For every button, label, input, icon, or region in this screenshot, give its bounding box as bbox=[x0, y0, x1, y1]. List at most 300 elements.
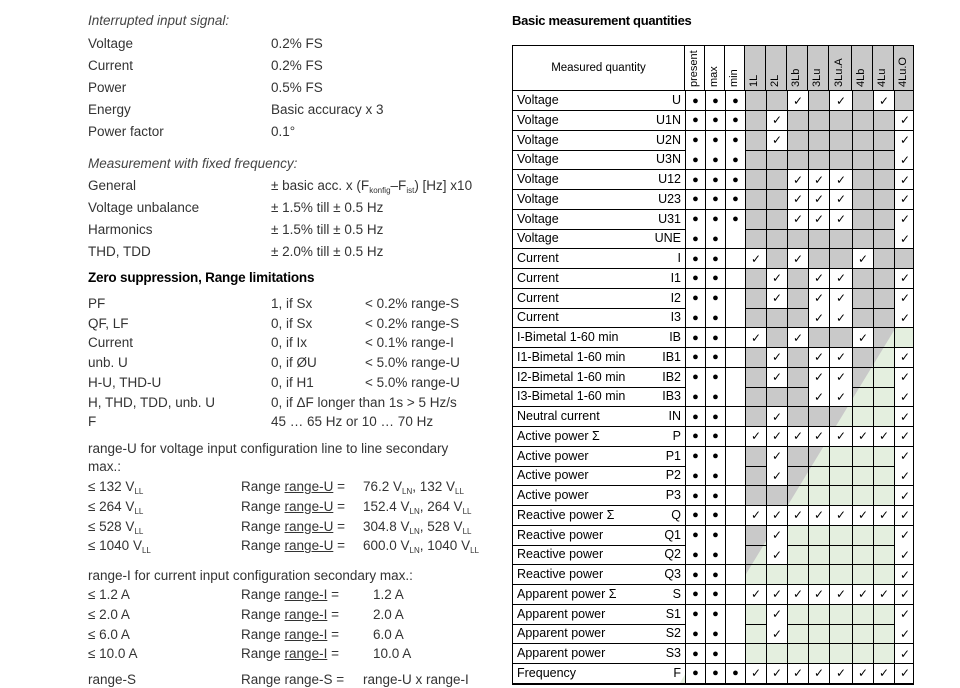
rangeU-secondary: ≤ 528 $V_{LL}$ bbox=[88, 518, 144, 536]
present-dot: ● bbox=[685, 328, 705, 347]
spec-value: ± 2.0% till ± 0.5 Hz bbox=[271, 244, 384, 259]
rangeU-label: Range range-U = bbox=[241, 498, 345, 514]
check-mark: ✓ bbox=[894, 565, 914, 584]
empty-cell bbox=[852, 111, 873, 130]
check-mark: ✓ bbox=[894, 664, 914, 683]
rangeU-label: Range range-U = bbox=[241, 518, 345, 534]
rangeI-secondary: ≤ 6.0 A bbox=[88, 626, 130, 642]
spec-label: Energy bbox=[88, 102, 131, 117]
empty-cell bbox=[808, 249, 829, 268]
quantity-symbol: S1 bbox=[665, 606, 681, 621]
present-dot: ● bbox=[705, 664, 725, 683]
present-dot: ● bbox=[685, 624, 705, 643]
rangeU-secondary: ≤ 1040 $V_{LL}$ bbox=[88, 538, 151, 556]
spec-value: 0.2% FS bbox=[271, 36, 323, 51]
quantity-symbol: I2 bbox=[670, 290, 681, 305]
empty-cell bbox=[787, 605, 808, 624]
rangeI-value: 6.0 A bbox=[373, 626, 404, 642]
spec-label: Voltage unbalance bbox=[88, 200, 200, 215]
present-dot: ● bbox=[685, 150, 705, 169]
empty-cell bbox=[873, 526, 894, 545]
empty-cell bbox=[745, 486, 766, 505]
empty-cell bbox=[873, 150, 894, 169]
quantity-symbol: P2 bbox=[665, 468, 681, 483]
column-header-label: min bbox=[727, 69, 740, 87]
zero-label: H, THD, TDD, unb. U bbox=[88, 394, 216, 410]
table-row bbox=[513, 427, 914, 447]
empty-cell bbox=[725, 526, 745, 545]
present-dot: ● bbox=[705, 447, 725, 466]
empty-cell bbox=[894, 249, 914, 268]
present-dot: ● bbox=[685, 91, 705, 110]
present-dot: ● bbox=[685, 486, 705, 505]
check-mark: ✓ bbox=[894, 229, 914, 248]
empty-cell bbox=[725, 348, 745, 367]
column-header bbox=[873, 46, 894, 91]
empty-cell bbox=[852, 466, 873, 485]
check-mark: ✓ bbox=[894, 308, 914, 327]
check-mark: ✓ bbox=[873, 91, 894, 110]
empty-cell bbox=[766, 150, 787, 169]
table-row bbox=[513, 91, 914, 111]
empty-cell bbox=[808, 229, 829, 248]
empty-cell bbox=[829, 466, 852, 485]
check-mark: ✓ bbox=[787, 585, 808, 604]
present-dot: ● bbox=[725, 664, 745, 683]
column-header bbox=[894, 46, 914, 91]
check-mark: ✓ bbox=[852, 506, 873, 525]
spec-label: Current bbox=[88, 58, 134, 73]
empty-cell bbox=[852, 150, 873, 169]
empty-cell bbox=[852, 526, 873, 545]
present-dot: ● bbox=[705, 210, 725, 229]
empty-cell bbox=[852, 368, 873, 387]
empty-cell bbox=[894, 328, 914, 347]
table-row bbox=[513, 150, 914, 170]
quantity-name: I2-Bimetal 1-60 min bbox=[517, 369, 626, 384]
empty-cell bbox=[745, 407, 766, 426]
rangeU-value: 600.0 $V_{LN}$, 1040 $V_{LL}$ bbox=[363, 538, 479, 556]
present-dot: ● bbox=[705, 111, 725, 130]
empty-cell bbox=[852, 190, 873, 209]
table-row bbox=[513, 387, 914, 407]
check-mark: ✓ bbox=[829, 190, 852, 209]
empty-cell bbox=[873, 644, 894, 663]
quantity-name: Active power bbox=[517, 488, 589, 502]
quantity-symbol: I bbox=[677, 251, 681, 265]
column-header-label: max bbox=[707, 66, 720, 87]
empty-cell bbox=[808, 150, 829, 169]
column-header-label: 4Lu bbox=[876, 68, 888, 87]
rangeU-value: 152.4 $V_{LN}$, 264 $V_{LL}$ bbox=[363, 498, 472, 516]
table-row bbox=[513, 486, 914, 506]
empty-cell bbox=[766, 229, 787, 248]
empty-cell bbox=[873, 387, 894, 406]
empty-cell bbox=[808, 545, 829, 564]
zero-limit: < 5.0% range-U bbox=[365, 374, 460, 390]
check-mark: ✓ bbox=[787, 190, 808, 209]
quantity-symbol: U2N bbox=[655, 132, 681, 147]
present-dot: ● bbox=[685, 249, 705, 268]
empty-cell bbox=[766, 644, 787, 663]
empty-cell bbox=[873, 170, 894, 189]
quantity-symbol: U1N bbox=[655, 112, 681, 127]
check-mark: ✓ bbox=[873, 427, 894, 446]
quantity-symbol: F bbox=[673, 665, 681, 680]
present-dot: ● bbox=[725, 131, 745, 150]
table-row bbox=[513, 506, 914, 526]
empty-cell bbox=[873, 545, 894, 564]
table-row bbox=[513, 447, 914, 467]
quantity-name: I-Bimetal 1-60 min bbox=[517, 330, 619, 344]
quantity-symbol: P1 bbox=[665, 448, 681, 463]
empty-cell bbox=[873, 447, 894, 466]
empty-cell bbox=[745, 289, 766, 308]
check-mark: ✓ bbox=[745, 664, 766, 683]
empty-cell bbox=[852, 387, 873, 406]
quantity-name: Reactive power bbox=[517, 527, 604, 542]
column-header bbox=[725, 46, 745, 91]
check-mark: ✓ bbox=[766, 348, 787, 367]
empty-cell bbox=[745, 545, 766, 564]
empty-cell bbox=[745, 269, 766, 288]
table-row bbox=[513, 545, 914, 565]
present-dot: ● bbox=[705, 229, 725, 248]
check-mark: ✓ bbox=[766, 269, 787, 288]
spec-value: 0.2% FS bbox=[271, 58, 323, 73]
column-header bbox=[829, 46, 852, 91]
quantity-name: Voltage bbox=[517, 211, 559, 226]
quantity-name: Voltage bbox=[517, 93, 559, 107]
spec-value: ± 1.5% till ± 0.5 Hz bbox=[271, 200, 384, 215]
check-mark: ✓ bbox=[894, 210, 914, 229]
check-mark: ✓ bbox=[766, 368, 787, 387]
check-mark: ✓ bbox=[808, 585, 829, 604]
empty-cell bbox=[873, 249, 894, 268]
check-mark: ✓ bbox=[745, 585, 766, 604]
table-row bbox=[513, 526, 914, 546]
empty-cell bbox=[766, 308, 787, 327]
column-header bbox=[808, 46, 829, 91]
check-mark: ✓ bbox=[787, 170, 808, 189]
empty-cell bbox=[725, 506, 745, 525]
empty-cell bbox=[787, 150, 808, 169]
empty-cell bbox=[725, 289, 745, 308]
table-row bbox=[513, 407, 914, 427]
empty-cell bbox=[829, 407, 852, 426]
quantity-name: Apparent power bbox=[517, 646, 606, 660]
spec-value: ± 1.5% till ± 0.5 Hz bbox=[271, 222, 384, 237]
present-dot: ● bbox=[685, 605, 705, 624]
empty-cell bbox=[725, 427, 745, 446]
check-mark: ✓ bbox=[787, 506, 808, 525]
empty-cell bbox=[873, 210, 894, 229]
present-dot: ● bbox=[705, 131, 725, 150]
check-mark: ✓ bbox=[894, 190, 914, 209]
empty-cell bbox=[725, 249, 745, 268]
present-dot: ● bbox=[685, 131, 705, 150]
column-header bbox=[766, 46, 787, 91]
empty-cell bbox=[725, 585, 745, 604]
empty-cell bbox=[745, 308, 766, 327]
empty-cell bbox=[787, 131, 808, 150]
check-mark: ✓ bbox=[829, 308, 852, 327]
check-mark: ✓ bbox=[766, 289, 787, 308]
empty-cell bbox=[829, 447, 852, 466]
quantity-name: Active power Σ bbox=[517, 428, 600, 443]
empty-cell bbox=[725, 624, 745, 643]
empty-cell bbox=[873, 269, 894, 288]
quantity-name: Current bbox=[517, 310, 559, 325]
check-mark: ✓ bbox=[829, 210, 852, 229]
present-dot: ● bbox=[685, 506, 705, 525]
spec-value: 0.5% FS bbox=[271, 80, 323, 95]
empty-cell bbox=[766, 249, 787, 268]
present-dot: ● bbox=[725, 210, 745, 229]
table-row bbox=[513, 249, 914, 269]
zero-limit: < 0.2% range-S bbox=[365, 315, 460, 331]
present-dot: ● bbox=[705, 170, 725, 189]
check-mark: ✓ bbox=[829, 664, 852, 683]
empty-cell bbox=[766, 565, 787, 584]
empty-cell bbox=[852, 447, 873, 466]
present-dot: ● bbox=[685, 210, 705, 229]
present-dot: ● bbox=[685, 170, 705, 189]
quantity-symbol: P3 bbox=[665, 488, 681, 502]
empty-cell bbox=[808, 624, 829, 643]
empty-cell bbox=[829, 605, 852, 624]
check-mark: ✓ bbox=[766, 111, 787, 130]
quantity-name: Current bbox=[517, 270, 559, 285]
check-mark: ✓ bbox=[829, 91, 852, 110]
check-mark: ✓ bbox=[808, 368, 829, 387]
zero-limit: < 0.1% range-I bbox=[365, 335, 454, 351]
present-dot: ● bbox=[685, 111, 705, 130]
quantity-name: Apparent power Σ bbox=[517, 586, 617, 601]
quantity-symbol: IB1 bbox=[662, 349, 681, 364]
empty-cell bbox=[787, 486, 808, 505]
zero-condition: 1, if Sx bbox=[271, 296, 313, 311]
empty-cell bbox=[829, 249, 852, 268]
present-dot: ● bbox=[705, 466, 725, 485]
quantity-symbol: Q3 bbox=[664, 567, 681, 581]
empty-cell bbox=[852, 229, 873, 248]
present-dot: ● bbox=[705, 565, 725, 584]
quantity-symbol: U31 bbox=[658, 211, 681, 226]
empty-cell bbox=[873, 131, 894, 150]
empty-cell bbox=[829, 150, 852, 169]
quantity-symbol: P bbox=[672, 428, 681, 443]
present-dot: ● bbox=[705, 407, 725, 426]
empty-cell bbox=[829, 545, 852, 564]
quantity-symbol: IB3 bbox=[662, 389, 681, 404]
check-mark: ✓ bbox=[894, 368, 914, 387]
empty-cell bbox=[829, 565, 852, 584]
column-header-label: present bbox=[687, 50, 700, 87]
present-dot: ● bbox=[685, 466, 705, 485]
check-mark: ✓ bbox=[829, 368, 852, 387]
column-header-label: 3Lu.A bbox=[833, 58, 845, 87]
check-mark: ✓ bbox=[829, 170, 852, 189]
present-dot: ● bbox=[685, 427, 705, 446]
check-mark: ✓ bbox=[766, 624, 787, 643]
spec-label: Harmonics bbox=[88, 222, 153, 237]
check-mark: ✓ bbox=[808, 348, 829, 367]
column-header-label: 4Lu.O bbox=[897, 57, 909, 87]
check-mark: ✓ bbox=[894, 170, 914, 189]
empty-cell bbox=[808, 111, 829, 130]
present-dot: ● bbox=[705, 427, 725, 446]
empty-cell bbox=[808, 407, 829, 426]
column-header-label: 1L bbox=[748, 74, 760, 87]
empty-cell bbox=[766, 328, 787, 347]
check-mark: ✓ bbox=[766, 526, 787, 545]
table-row bbox=[513, 210, 914, 230]
present-dot: ● bbox=[705, 308, 725, 327]
empty-cell bbox=[873, 624, 894, 643]
rangeU-value: 304.8 $V_{LN}$, 528 $V_{LL}$ bbox=[363, 518, 472, 536]
present-dot: ● bbox=[685, 447, 705, 466]
zero-condition: 0, if ØU bbox=[271, 355, 317, 371]
spec-label: Voltage bbox=[88, 36, 134, 51]
zero-condition: 0, if H1 bbox=[271, 374, 314, 390]
rangeI-value: 1.2 A bbox=[373, 587, 404, 602]
check-mark: ✓ bbox=[787, 427, 808, 446]
check-mark: ✓ bbox=[787, 91, 808, 110]
empty-cell bbox=[725, 229, 745, 248]
empty-cell bbox=[725, 486, 745, 505]
check-mark: ✓ bbox=[829, 506, 852, 525]
column-header bbox=[852, 46, 873, 91]
present-dot: ● bbox=[705, 526, 725, 545]
empty-cell bbox=[808, 131, 829, 150]
quantity-symbol: I1 bbox=[670, 270, 681, 285]
quantity-symbol: UNE bbox=[654, 231, 681, 246]
present-dot: ● bbox=[705, 328, 725, 347]
column-header-label: 2L bbox=[769, 74, 781, 87]
check-mark: ✓ bbox=[766, 605, 787, 624]
empty-cell bbox=[873, 328, 894, 347]
quantity-symbol: U12 bbox=[658, 172, 681, 186]
present-dot: ● bbox=[705, 269, 725, 288]
empty-cell bbox=[829, 229, 852, 248]
check-mark: ✓ bbox=[829, 289, 852, 308]
quantity-name: Apparent power bbox=[517, 606, 606, 621]
rangeS-label: range-S bbox=[88, 672, 137, 687]
empty-cell bbox=[852, 170, 873, 189]
table-row bbox=[513, 190, 914, 210]
quantity-symbol: IN bbox=[668, 409, 681, 423]
check-mark: ✓ bbox=[894, 111, 914, 130]
quantity-symbol: Q bbox=[671, 507, 681, 522]
rangeU-secondary: ≤ 132 $V_{LL}$ bbox=[88, 479, 144, 496]
rangeI-label: Range range-I = bbox=[241, 587, 339, 602]
empty-cell bbox=[852, 545, 873, 564]
present-dot: ● bbox=[705, 91, 725, 110]
check-mark: ✓ bbox=[852, 585, 873, 604]
check-mark: ✓ bbox=[894, 526, 914, 545]
quantity-name: Active power bbox=[517, 468, 589, 483]
quantity-name: Voltage bbox=[517, 112, 559, 127]
check-mark: ✓ bbox=[894, 387, 914, 406]
table-row bbox=[513, 289, 914, 309]
present-dot: ● bbox=[705, 249, 725, 268]
present-dot: ● bbox=[685, 289, 705, 308]
present-dot: ● bbox=[705, 486, 725, 505]
column-header bbox=[685, 46, 705, 91]
spec-label: THD, TDD bbox=[88, 244, 151, 259]
spec-label: Power bbox=[88, 80, 127, 95]
empty-cell bbox=[873, 190, 894, 209]
empty-cell bbox=[725, 565, 745, 584]
check-mark: ✓ bbox=[808, 269, 829, 288]
check-mark: ✓ bbox=[766, 466, 787, 485]
empty-cell bbox=[852, 289, 873, 308]
empty-cell bbox=[787, 368, 808, 387]
quantity-name: Active power bbox=[517, 448, 589, 463]
empty-cell bbox=[787, 526, 808, 545]
check-mark: ✓ bbox=[808, 387, 829, 406]
rangeI-value: 10.0 A bbox=[373, 646, 412, 662]
check-mark: ✓ bbox=[829, 269, 852, 288]
empty-cell bbox=[787, 229, 808, 248]
check-mark: ✓ bbox=[873, 506, 894, 525]
rangeI-label: Range range-I = bbox=[241, 646, 339, 662]
empty-cell bbox=[787, 289, 808, 308]
table-row bbox=[513, 348, 914, 368]
empty-cell bbox=[725, 447, 745, 466]
column-header-label: 4Lb bbox=[855, 68, 867, 87]
rangeU-secondary: ≤ 264 $V_{LL}$ bbox=[88, 498, 144, 516]
empty-cell bbox=[808, 447, 829, 466]
quantity-symbol: U bbox=[671, 93, 681, 107]
check-mark: ✓ bbox=[894, 269, 914, 288]
table-row bbox=[513, 664, 914, 684]
table-row bbox=[513, 585, 914, 605]
present-dot: ● bbox=[725, 190, 745, 209]
empty-cell bbox=[745, 91, 766, 110]
check-mark: ✓ bbox=[894, 131, 914, 150]
empty-cell bbox=[787, 565, 808, 584]
empty-cell bbox=[852, 308, 873, 327]
rangeI-secondary: ≤ 2.0 A bbox=[88, 606, 130, 622]
empty-cell bbox=[829, 111, 852, 130]
empty-cell bbox=[745, 526, 766, 545]
empty-cell bbox=[873, 111, 894, 130]
empty-cell bbox=[745, 131, 766, 150]
check-mark: ✓ bbox=[894, 150, 914, 169]
present-dot: ● bbox=[685, 190, 705, 209]
empty-cell bbox=[745, 387, 766, 406]
empty-cell bbox=[787, 407, 808, 426]
interrupted-heading: Interrupted input signal: bbox=[88, 13, 230, 28]
present-dot: ● bbox=[725, 150, 745, 169]
quantity-name: Current bbox=[517, 251, 559, 265]
check-mark: ✓ bbox=[894, 466, 914, 485]
check-mark: ✓ bbox=[787, 210, 808, 229]
check-mark: ✓ bbox=[894, 447, 914, 466]
quantity-name: Apparent power bbox=[517, 626, 606, 641]
quantity-name: Voltage bbox=[517, 231, 559, 246]
quantity-symbol: U3N bbox=[655, 152, 681, 167]
check-mark: ✓ bbox=[873, 664, 894, 683]
empty-cell bbox=[873, 605, 894, 624]
present-dot: ● bbox=[685, 387, 705, 406]
empty-cell bbox=[766, 210, 787, 229]
check-mark: ✓ bbox=[894, 289, 914, 308]
check-mark: ✓ bbox=[852, 664, 873, 683]
column-header-label: 3Lb bbox=[790, 68, 802, 87]
